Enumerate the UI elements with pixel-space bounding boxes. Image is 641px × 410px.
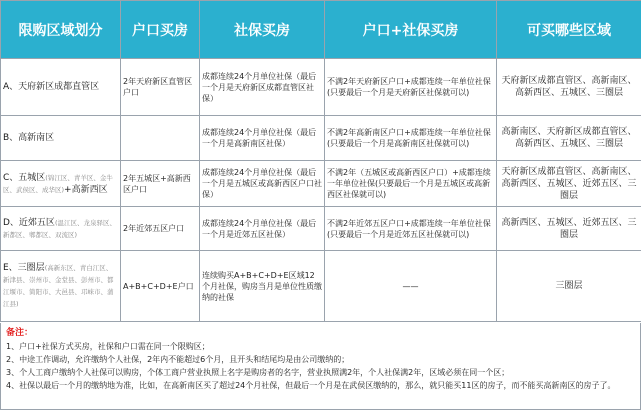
region-cell <box>1 251 121 322</box>
table-row <box>1 59 641 116</box>
region-name: E、三圈层 <box>3 263 45 273</box>
hukou-cell: A+B+C+D+E户口 <box>121 251 200 322</box>
notes-section <box>0 323 641 410</box>
header-eligible-areas: 可买哪些区域 <box>497 1 641 59</box>
header-social-security-purchase: 社保买房 <box>200 1 325 59</box>
table-row <box>1 116 641 161</box>
combo-cell: 不满2年高新南区户口+成都连续一年单位社保(只要最后一个月是高新南区社保就可以) <box>325 116 497 161</box>
region-name: B、高新南区 <box>3 133 55 143</box>
region-cell <box>1 161 121 207</box>
combo-cell: —— <box>325 251 497 322</box>
region-cell <box>1 116 121 161</box>
region-name: D、近郊五区 <box>3 217 55 228</box>
header-hukou-plus-social-security: 户口+社保买房 <box>325 1 497 59</box>
hukou-cell <box>121 116 200 161</box>
table-row <box>1 161 641 207</box>
social-security-cell: 成都连续24个月单位社保（最后一个月是天府新区成都直管区社保） <box>200 59 325 116</box>
table-row <box>1 251 641 322</box>
social-security-cell: 成都连续24个月单位社保（最后一个月是五城区或高新西区户口社保） <box>200 161 325 207</box>
note-item: 1、户口+社保方式买房，社保和户口需在同一个限购区； <box>6 342 210 351</box>
eligible-areas-cell: 高新南区、天府新区成都直管区、高新西区、五城区、三圈层 <box>497 116 641 161</box>
social-security-cell: 成都连续24个月单位社保（最后一个月是高新南区社保） <box>200 116 325 161</box>
notes-title: 备注： <box>6 328 34 338</box>
table-header-row <box>1 1 641 59</box>
header-region-division: 限购区域划分 <box>1 1 121 59</box>
note-item: 2、中途工作调动，允许缴纳个人社保，2年内不能超过6个月，且开头和结尾均是由公司缴纳的； <box>6 355 350 364</box>
social-security-cell: 成都连续24个月单位社保（最后一个月是近郊五区社保） <box>200 207 325 251</box>
region-cell <box>1 207 121 251</box>
note-item: 3、个人工商户缴纳个人社保可以购房，个体工商户营业执照上名字是购房者的名字，营业执照满2年，个人社保满2年，区域必须在同一个区； <box>6 368 510 377</box>
eligible-areas-cell: 高新西区、五城区、近郊五区、三圈层 <box>497 207 641 251</box>
hukou-cell: 2年近郊五区户口 <box>121 207 200 251</box>
region-name: C、五城区 <box>3 172 46 183</box>
eligible-areas-cell: 三圈层 <box>497 251 641 322</box>
combo-cell: 不满2年天府新区户口+成都连续一年单位社保(只要最后一个月是天府新区社保就可以) <box>325 59 497 116</box>
combo-cell: 不满2年（五城区或高新西区户口）+成都连续一年单位社保(只要最后一个月是五城区或高新西区社保就可以) <box>325 161 497 207</box>
region-name: A、天府新区成都直管区 <box>3 82 100 92</box>
hukou-cell: 2年五城区+高新西区户口 <box>121 161 200 207</box>
hukou-cell: 2年天府新区直管区户口 <box>121 59 200 116</box>
header-hukou-purchase: 户口买房 <box>121 1 200 59</box>
region-subdistricts: (温江区、龙泉驿区、新都区、郫都区、双流区) <box>3 218 116 239</box>
region-name-tail: +高新西区 <box>64 184 108 195</box>
eligible-areas-cell: 天府新区成都直管区、高新南区、高新西区、五城区、三圈层 <box>497 59 641 116</box>
region-cell <box>1 59 121 116</box>
social-security-cell: 连续购买A+B+C+D+E区域12个月社保，购房当月是单位性质缴纳的社保 <box>200 251 325 322</box>
table-row <box>1 207 641 251</box>
note-item: 4、社保以最后一个月的缴纳地为准，比如，在高新南区买了超过24个月社保，但最后一个月是在武侯区缴纳的，那么，就只能买11区的房子，而不能买高新南区的房子了。 <box>6 381 616 390</box>
eligible-areas-cell: 天府新区成都直管区、高新南区、高新西区、五城区、近郊五区、三圈层 <box>497 161 641 207</box>
region-subdistricts: (高新东区、青白江区、新津县、崇州市、金堂县、彭州市、都江堰市、简阳市、大邑县、邛崃市、蒲江县) <box>3 264 114 308</box>
region-subdistricts: (锦江区、青羊区、金牛区、武侯区、成华区) <box>3 173 113 194</box>
combo-cell: 不满2年近郊五区户口+成都连续一年单位社保(只要最后一个月是近郊五区社保就可以) <box>325 207 497 251</box>
